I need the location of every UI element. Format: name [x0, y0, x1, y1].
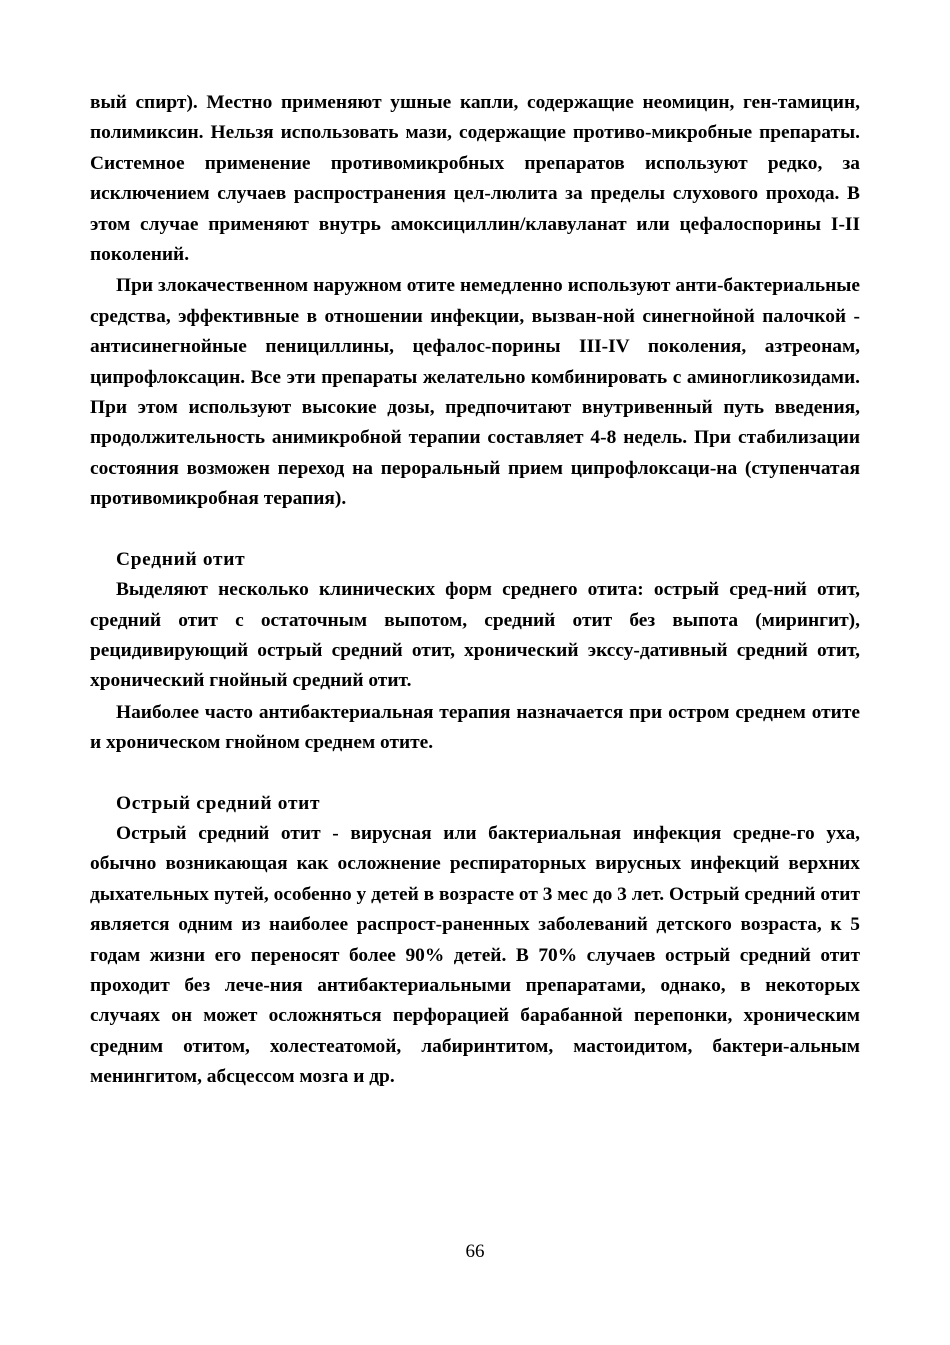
paragraph-middle-ear-therapy: Наиболее часто антибактериальная терапия назначается при остром среднем отите и хроническом гнойном среднем отите. [90, 701, 860, 754]
paragraph-acute-otitis: Острый средний отит - вирусная или бактериальная инфекция средне-го уха, обычно возникающая как осложнение респираторных вирусных инфекций верхних дыхательных путей, особенно у детей в возрасте от 3 мес до 3 лет. Острый средний отит является одним из наиболее распрост-раненных заболеваний детского возраста, к 5 годам жизни его переносят более 90% детей. В 70% случаев острый средний отит проходит без лече-ния антибактериальными препаратами, однако, в некоторых случаях он может осложняться перфорацией барабанной перепонки, хроническим средним отитом, холестеатомой, лабиринтитом, мастоидитом, бактери-альным менингитом, абсцессом мозга и др. [90, 822, 860, 1088]
section-spacer [90, 759, 860, 789]
paragraph-malignant-otitis: При злокачественном наружном отите немедленно используют анти-бактериальные средства, эффективные в отношении инфекции, вызван-ной синегнойной палочкой - антисинегнойные пенициллины, цефалос-порины III-IV поколения, азтреонам, ципрофлоксацин. Все эти препараты желательно комбинировать с аминогликозидами. При этом используют высокие дозы, предпочитают внутривенный путь введения, продолжительность анимикробной терапии составляет 4-8 недель. При стабилизации состояния возможен переход на пероральный прием ципрофлоксаци-на (ступенчатая противомикробная терапия). [90, 275, 860, 510]
section-spacer [90, 515, 860, 545]
section-heading-acute-otitis: Острый средний отит [116, 792, 321, 814]
paragraph-continuation: вый спирт). Местно применяют ушные капли, содержащие неомицин, ген-тамицин, полимиксин. Нельзя использовать мази, содержащие противо-микробные препараты. Системное применение противомикробных препаратов используют редко, за исключением случаев распространения цел-люлита за пределы слухового прохода. В этом случае применяют внутрь амоксициллин/клавуланат или цефалоспорины I-II поколений. [90, 92, 860, 266]
paragraph-middle-ear-forms: Выделяют несколько клинических форм среднего отита: острый сред-ний отит, средний отит с остаточным выпотом, средний отит без выпота (мирингит), рецидивирующий острый средний отит, хронический экссу-дативный средний отит, хронический гнойный средний отит. [90, 579, 860, 692]
page-number: 66 [465, 1241, 485, 1262]
document-page [90, 88, 860, 1093]
section-heading-middle-ear: Средний отит [116, 548, 246, 570]
